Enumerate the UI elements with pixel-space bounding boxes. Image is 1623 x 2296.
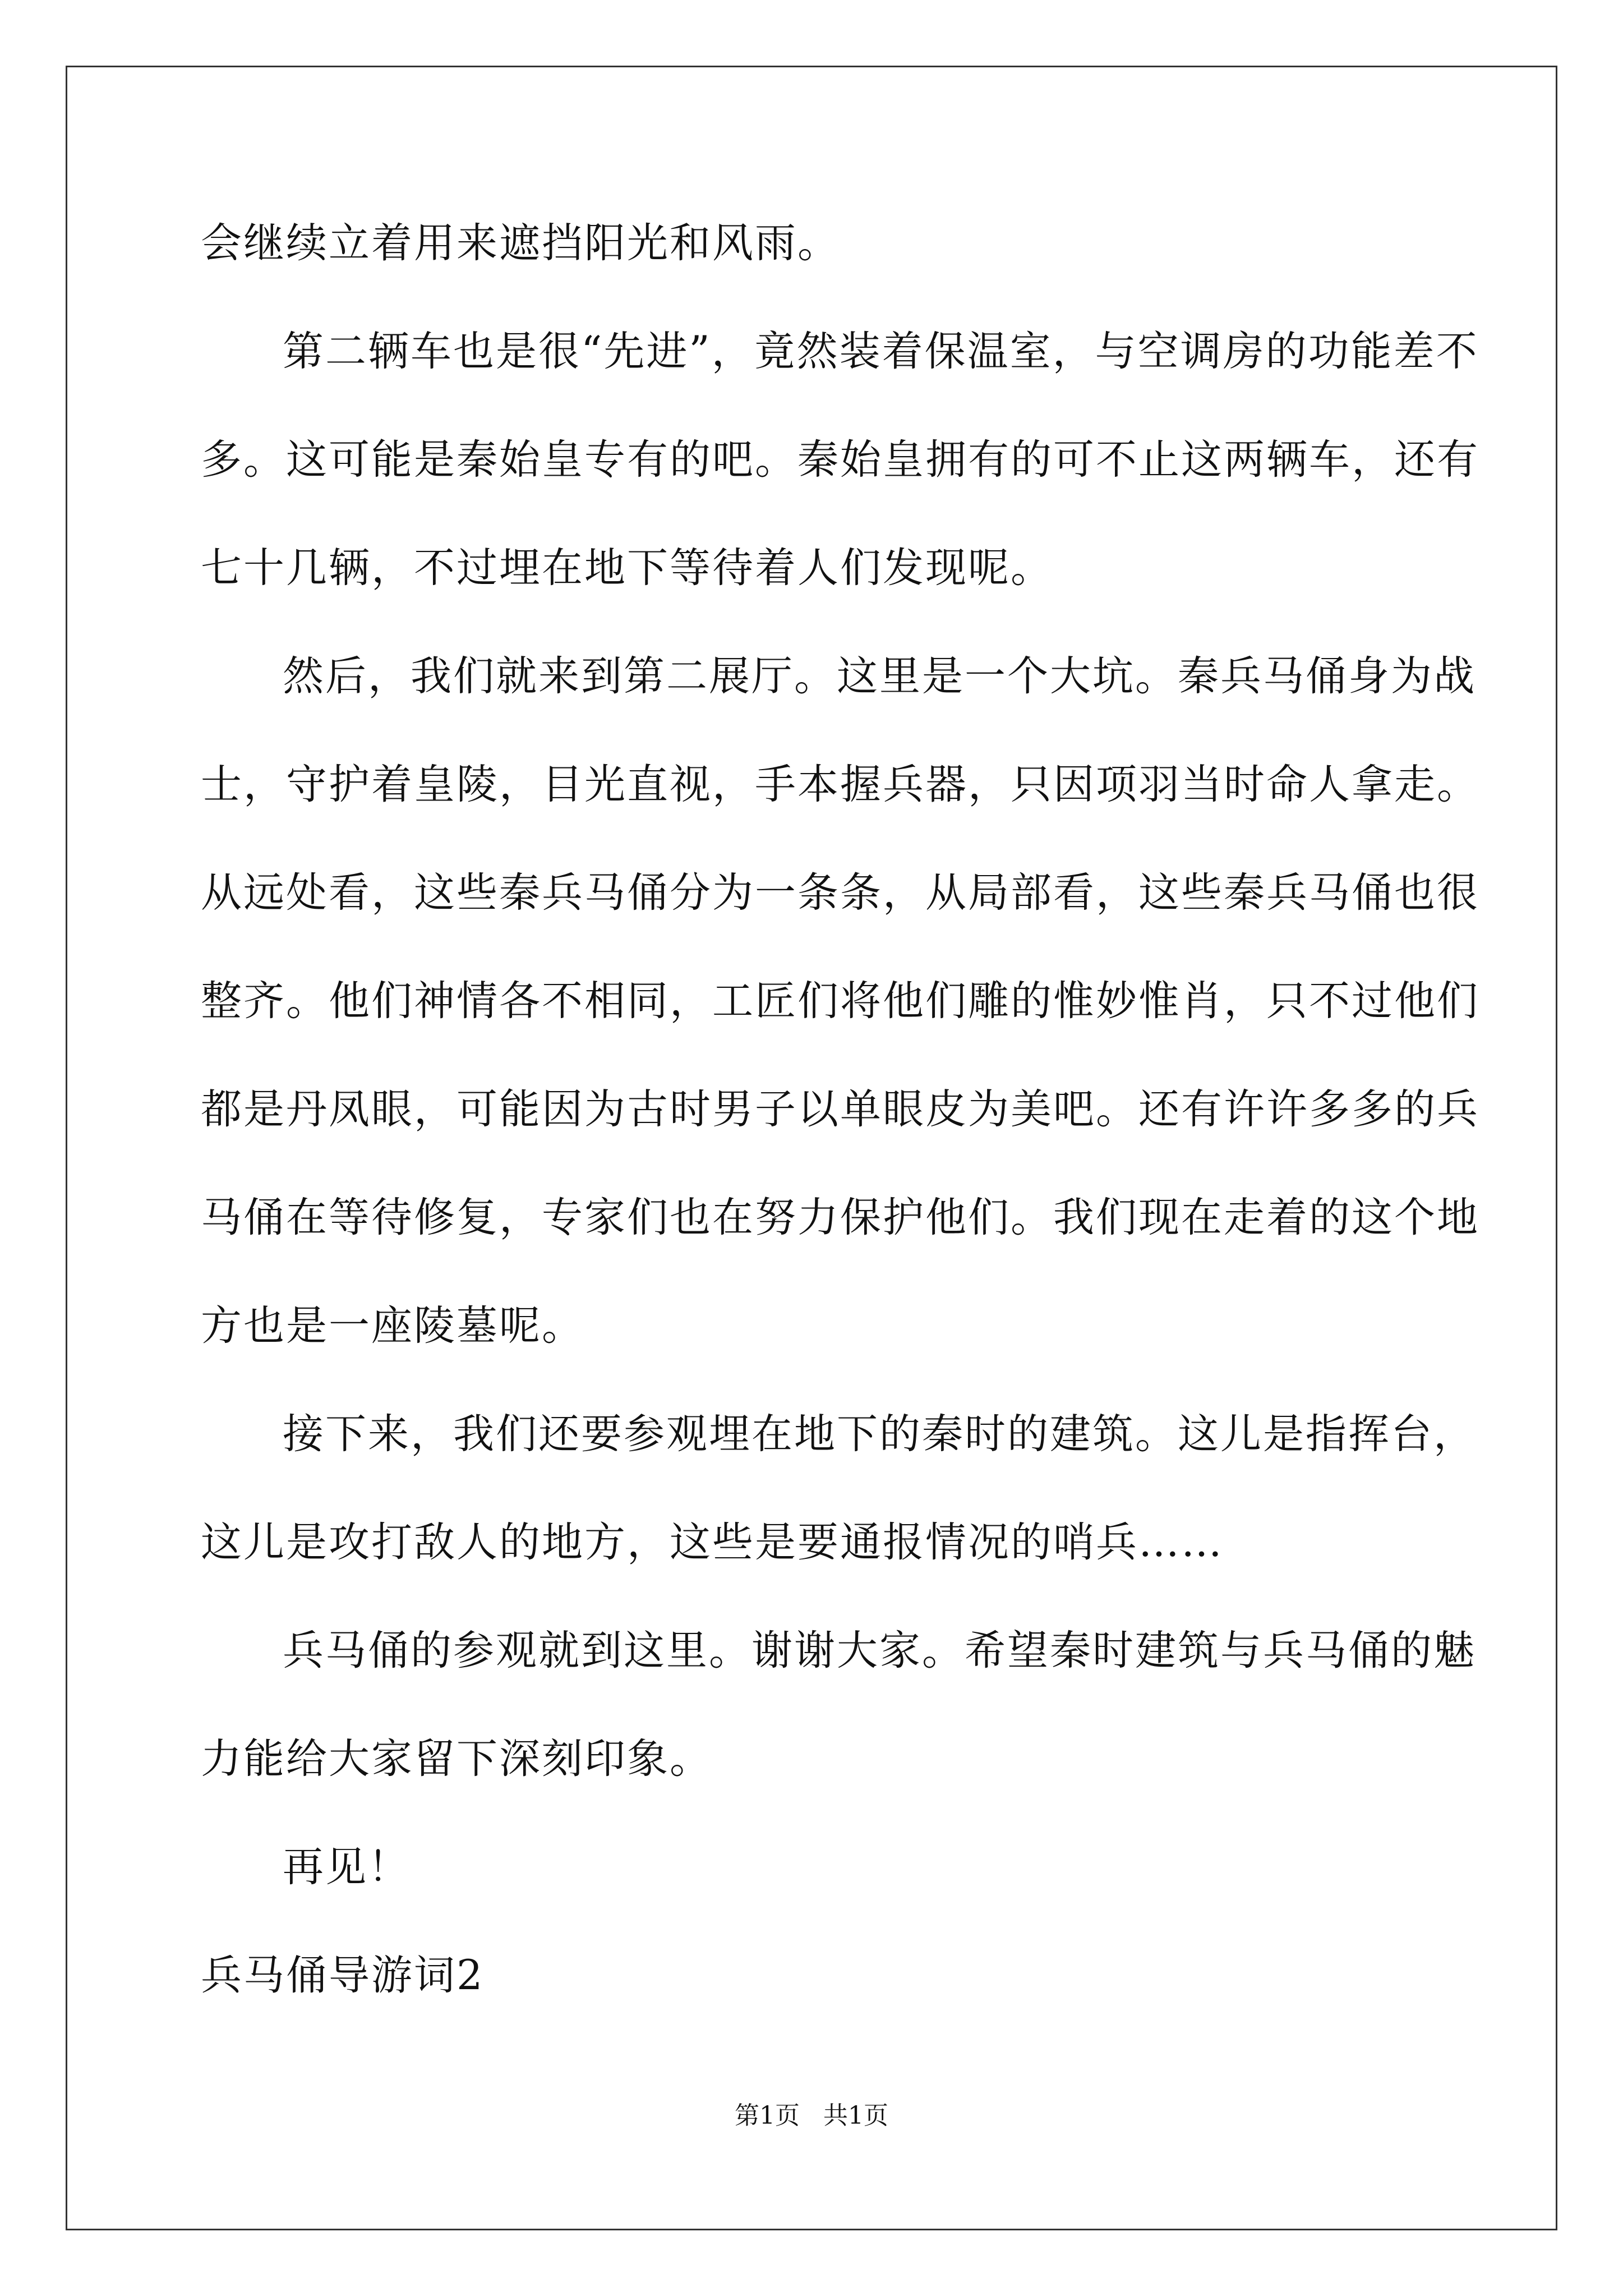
page-number-current: 第1页: [735, 2101, 800, 2130]
section-heading: 兵马俑导游词2: [201, 1952, 485, 1999]
text-line: 力能给大家留下深刻印象。: [201, 1735, 712, 1783]
text-line: 方也是一座陵墓呢。: [201, 1302, 584, 1350]
text-line: 马俑在等待修复，专家们也在努力保护他们。我们现在走着的这个地: [201, 1194, 1479, 1241]
text-line: 士，守护着皇陵，目光直视，手本握兵器，只因项羽当时命人拿走。: [201, 761, 1479, 808]
text-line: 整齐。他们神情各不相同，工匠们将他们雕的惟妙惟肖，只不过他们: [201, 977, 1479, 1025]
text-line: 接下来，我们还要参观埋在地下的秦时的建筑。这儿是指挥台，: [283, 1410, 1476, 1458]
text-line: 七十几辆，不过埋在地下等待着人们发现呢。: [201, 544, 1053, 592]
document-body: [201, 216, 1479, 2056]
text-line: 都是丹凤眼，可能因为古时男子以单眼皮为美吧。还有许许多多的兵: [201, 1085, 1479, 1133]
text-line: 第二辆车也是很“先进”，竟然装着保温室，与空调房的功能差不: [283, 328, 1479, 375]
text-line: 这儿是攻打敌人的地方，这些是要通报情况的哨兵……: [201, 1519, 1224, 1566]
text-line: 会继续立着用来遮挡阳光和风雨。: [201, 219, 840, 267]
text-line: 然后，我们就来到第二展厅。这里是一个大坑。秦兵马俑身为战: [283, 652, 1476, 700]
page-footer: [0, 2099, 1623, 2133]
text-line: 兵马俑的参观就到这里。谢谢大家。希望秦时建筑与兵马俑的魅: [283, 1627, 1476, 1674]
text-line: 多。这可能是秦始皇专有的吧。秦始皇拥有的可不止这两辆车，还有: [201, 436, 1479, 484]
text-line: 从远处看，这些秦兵马俑分为一条条，从局部看，这些秦兵马俑也很: [201, 869, 1479, 917]
text-line: 再见！: [283, 1843, 411, 1891]
page-number-total: 共1页: [823, 2101, 888, 2130]
